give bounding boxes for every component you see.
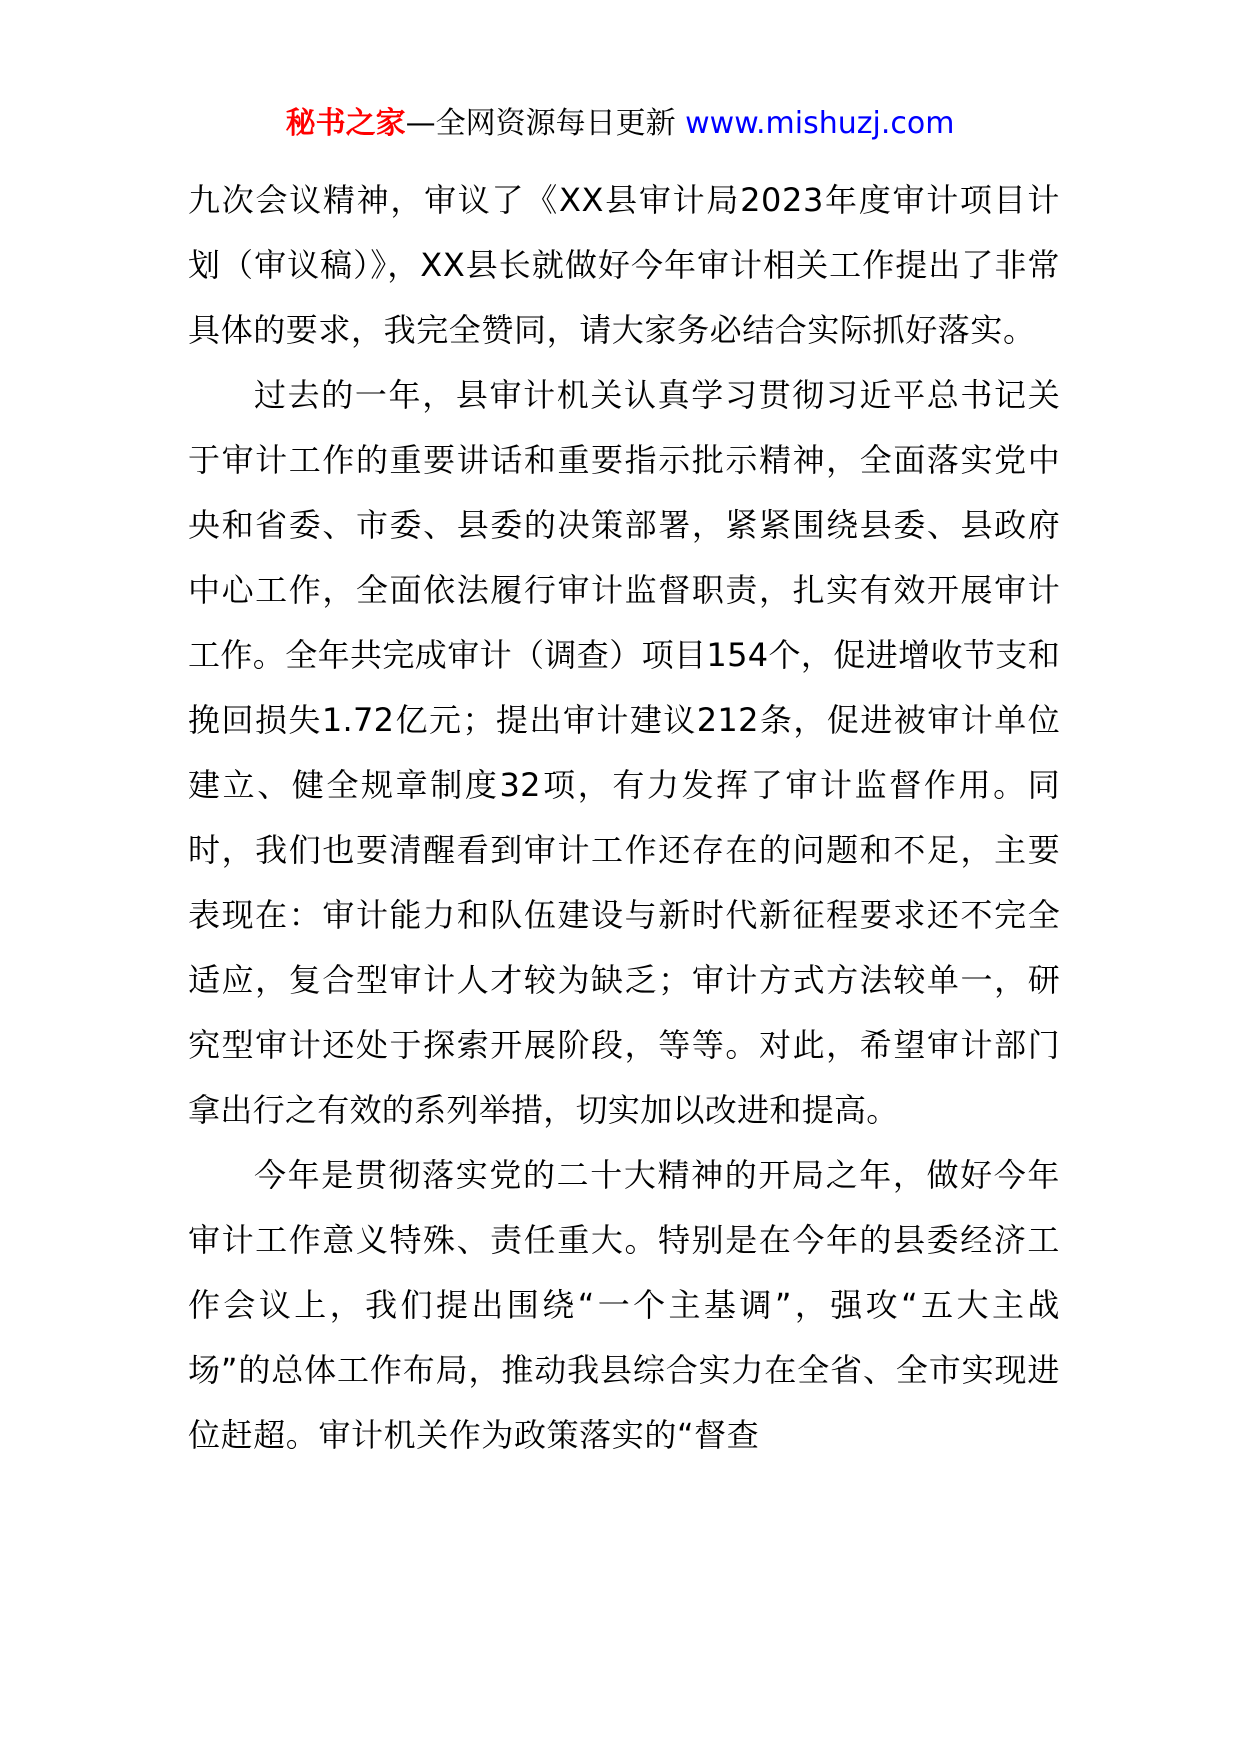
brand-name: 秘书之家 [285,106,406,141]
header-tagline: —全网资源每日更新 [405,106,676,141]
document-body [188,168,1060,1468]
paragraph-1: 九次会议精神，审议了《XX县审计局2023年度审计项目计划（审议稿）》，XX县长就做好今年审计相关工作提出了非常具体的要求，我完全赞同，请大家务必结合实际抓好落实。 [188,181,1060,349]
site-header [0,102,1240,146]
paragraph-2: 过去的一年，县审计机关认真学习贯彻习近平总书记关于审计工作的重要讲话和重要指示批示精神，全面落实党中央和省委、市委、县委的决策部署，紧紧围绕县委、县政府中心工作，全面依法履行审计监督职责，扎实有效开展审计工作。全年共完成审计（调查）项目154个，促进增收节支和挽回损失1.72亿元；提出审计建议212条，促进被审计单位建立、健全规章制度32项，有力发挥了审计监督作用。同时，我们也要清醒看到审计工作还存在的问题和不足，主要表现在：审计能力和队伍建设与新时代新征程要求还不完全适应，复合型审计人才较为缺乏；审计方式方法较单一，研究型审计还处于探索开展阶段，等等。对此，希望审计部门拿出行之有效的系列举措，切实加以改进和提高。 [188,376,1060,1129]
site-url-link[interactable]: www.mishuzj.com [685,106,955,141]
paragraph-3: 今年是贯彻落实党的二十大精神的开局之年，做好今年审计工作意义特殊、责任重大。特别是在今年的县委经济工作会议上，我们提出围绕“一个主基调”，强攻“五大主战场”的总体工作布局，推动我县综合实力在全省、全市实现进位赶超。审计机关作为政策落实的“督查 [188,1156,1060,1454]
